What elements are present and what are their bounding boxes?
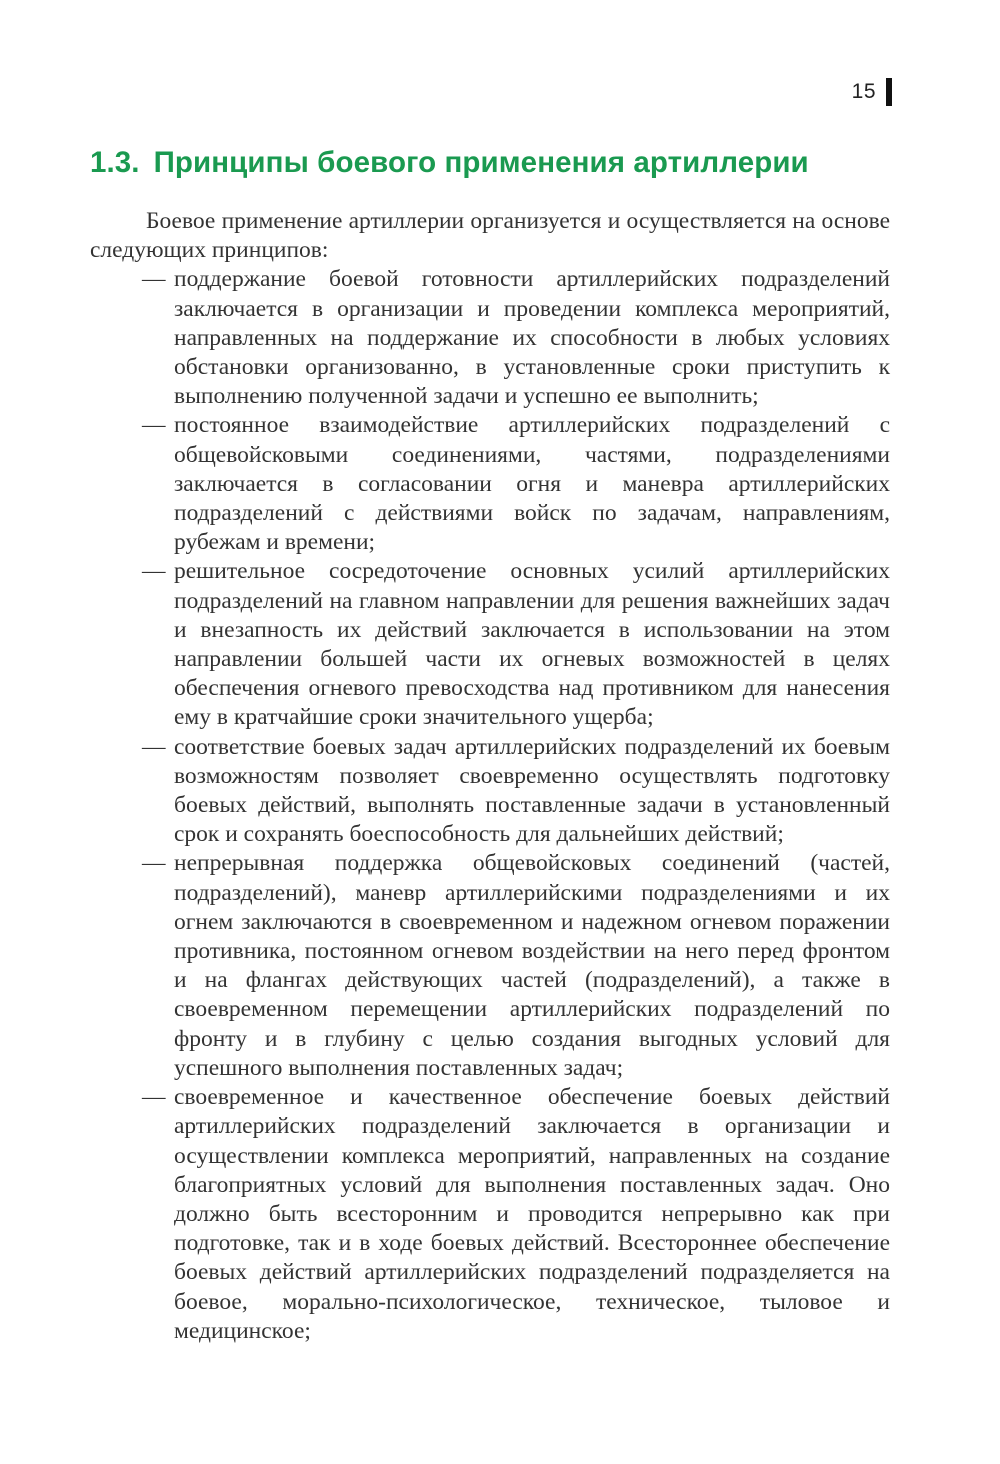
list-item-text: соответствие боевых задач артиллерийских подразделений их боевым возможностям позволяет своевременно осуществлять подготовку боевых действий, выполнять поставленные задачи в установленный срок и сохранять боеспособность для дальнейших действий; (174, 733, 890, 848)
bullet-dash: — (142, 412, 166, 439)
list-item-text: поддержание боевой готовности артиллерийских подразделений заключается в организации и проведении комплекса мероприятий, направленных на поддержание их способности в любых условиях обстановки организованно, в установленные сроки приступить к выполнению полученной задачи и успешно ее выполнить; (174, 266, 890, 410)
section-title: Принципы боевого применения артиллерии (153, 146, 809, 179)
list-item-text: непрерывная поддержка общевойсковых соединений (частей, подразделений), маневр артиллерийскими подразделениями и их огнем заключаются в своевременном и надежном огневом поражении противника, постоянном огневом воздействии на него перед фронтом и на флангах действующих частей (подразделений), а также в своевременном перемещении артиллерийских подразделений по фронту и в глубину с целью создания выгодных условий для успешного выполнения поставленных задач; (174, 850, 890, 1081)
bullet-dash: — (142, 558, 166, 585)
list-item-text: своевременное и качественное обеспечение боевых действий артиллерийских подразделений заключается в организации и осуществлении комплекса мероприятий, направленных на создание благоприятных условий для выполнения поставленных задач. Оно должно быть всесторонним и проводится непрерывно как при подготовке, так и в ходе боевых действий. Всестороннее обеспечение боевых действий артиллерийских подразделений подразделяется на боевое, морально-психологическое, техническое, тыловое и медицинское; (174, 1084, 890, 1344)
principles-list (90, 265, 890, 1346)
section-number: 1.3. (90, 146, 140, 179)
section-heading (90, 146, 900, 180)
list-item (142, 411, 890, 557)
page-number: 15 (851, 80, 876, 103)
list-item (142, 557, 890, 732)
list-item (142, 265, 890, 411)
bullet-dash: — (142, 266, 166, 293)
list-item (142, 849, 890, 1083)
list-item (142, 733, 890, 850)
page-number-block (852, 78, 892, 106)
list-item-text: постоянное взаимодействие артиллерийских подразделений с общевойсковыми соединениями, частями, подразделениями заключается в согласовании огня и маневра артиллерийских подразделений с действиями войск по задачам, направлениям, рубежам и времени; (174, 412, 890, 556)
body-text (90, 207, 890, 1346)
bullet-dash: — (142, 733, 166, 760)
list-item-text: решительное сосредоточение основных усилий артиллерийских подразделений на главном направлении для решения важнейших задач и внезапность их действий заключается в использовании на этом направлении большей части их огневых возможностей в целях обеспечения огневого превосходства над противником для нанесения ему в кратчайшие сроки значительного ущерба; (174, 558, 890, 731)
bullet-dash: — (142, 1084, 166, 1111)
list-item (142, 1083, 890, 1346)
bullet-dash: — (142, 850, 166, 877)
page-number-bar (886, 78, 892, 106)
intro-paragraph: Боевое применение артиллерии организуется и осуществляется на основе следующих принципов: (90, 208, 890, 264)
